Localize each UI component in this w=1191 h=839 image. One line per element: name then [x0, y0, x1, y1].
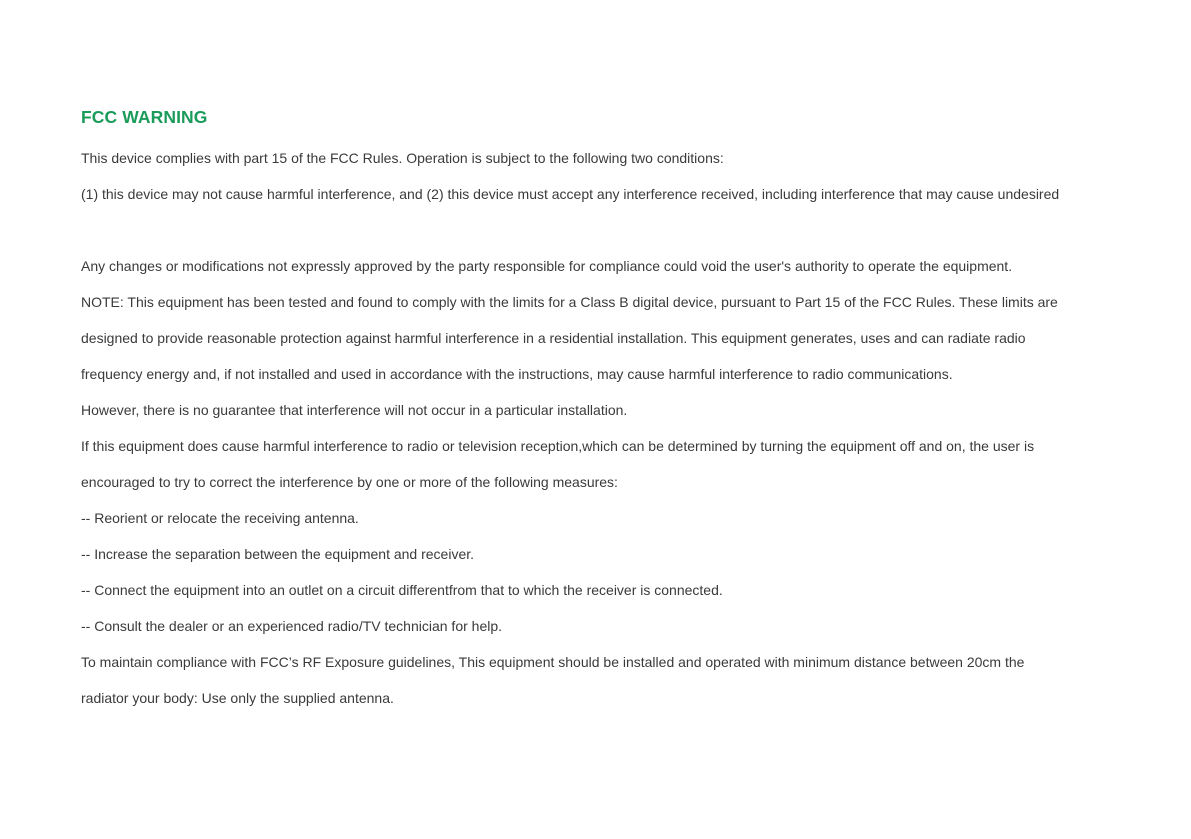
text-line: To maintain compliance with FCC’s RF Exposure guidelines, This equipment should be installed and operated with minimum distance between 20cm the [81, 654, 1025, 670]
text-line: NOTE: This equipment has been tested and found to comply with the limits for a Class B digital device, pursuant to Part 15 of the FCC Rules. These limits are [81, 294, 1058, 310]
blank-line [81, 212, 1111, 248]
text-line: If this equipment does cause harmful interference to radio or television reception,which can be determined by turning the equipment off and on, the user is [81, 438, 1035, 454]
list-item: -- Consult the dealer or an experienced radio/TV technician for help. [81, 618, 503, 634]
warning-body [81, 140, 1111, 716]
page-title: FCC WARNING [81, 107, 208, 127]
text-line: Any changes or modifications not expressly approved by the party responsible for compliance could void the user's authority to operate the equipment. [81, 258, 1013, 274]
text-line: This device complies with part 15 of the FCC Rules. Operation is subject to the following two conditions: [81, 150, 724, 166]
text-line: However, there is no guarantee that interference will not occur in a particular installation. [81, 402, 628, 418]
list-item: -- Reorient or relocate the receiving antenna. [81, 510, 359, 526]
text-line: encouraged to try to correct the interference by one or more of the following measures: [81, 474, 618, 490]
text-line: radiator your body: Use only the supplied antenna. [81, 690, 394, 706]
list-item: -- Connect the equipment into an outlet on a circuit differentfrom that to which the receiver is connected. [81, 582, 723, 598]
list-item: -- Increase the separation between the equipment and receiver. [81, 546, 475, 562]
text-line: (1) this device may not cause harmful interference, and (2) this device must accept any interference received, including interference that may cause undesired [81, 186, 1060, 202]
text-line: designed to provide reasonable protection against harmful interference in a residential installation. This equipment generates, uses and can radiate radio [81, 330, 1026, 346]
fcc-warning-document [81, 104, 1111, 716]
text-line: frequency energy and, if not installed and used in accordance with the instructions, may cause harmful interference to radio communications. [81, 366, 953, 382]
